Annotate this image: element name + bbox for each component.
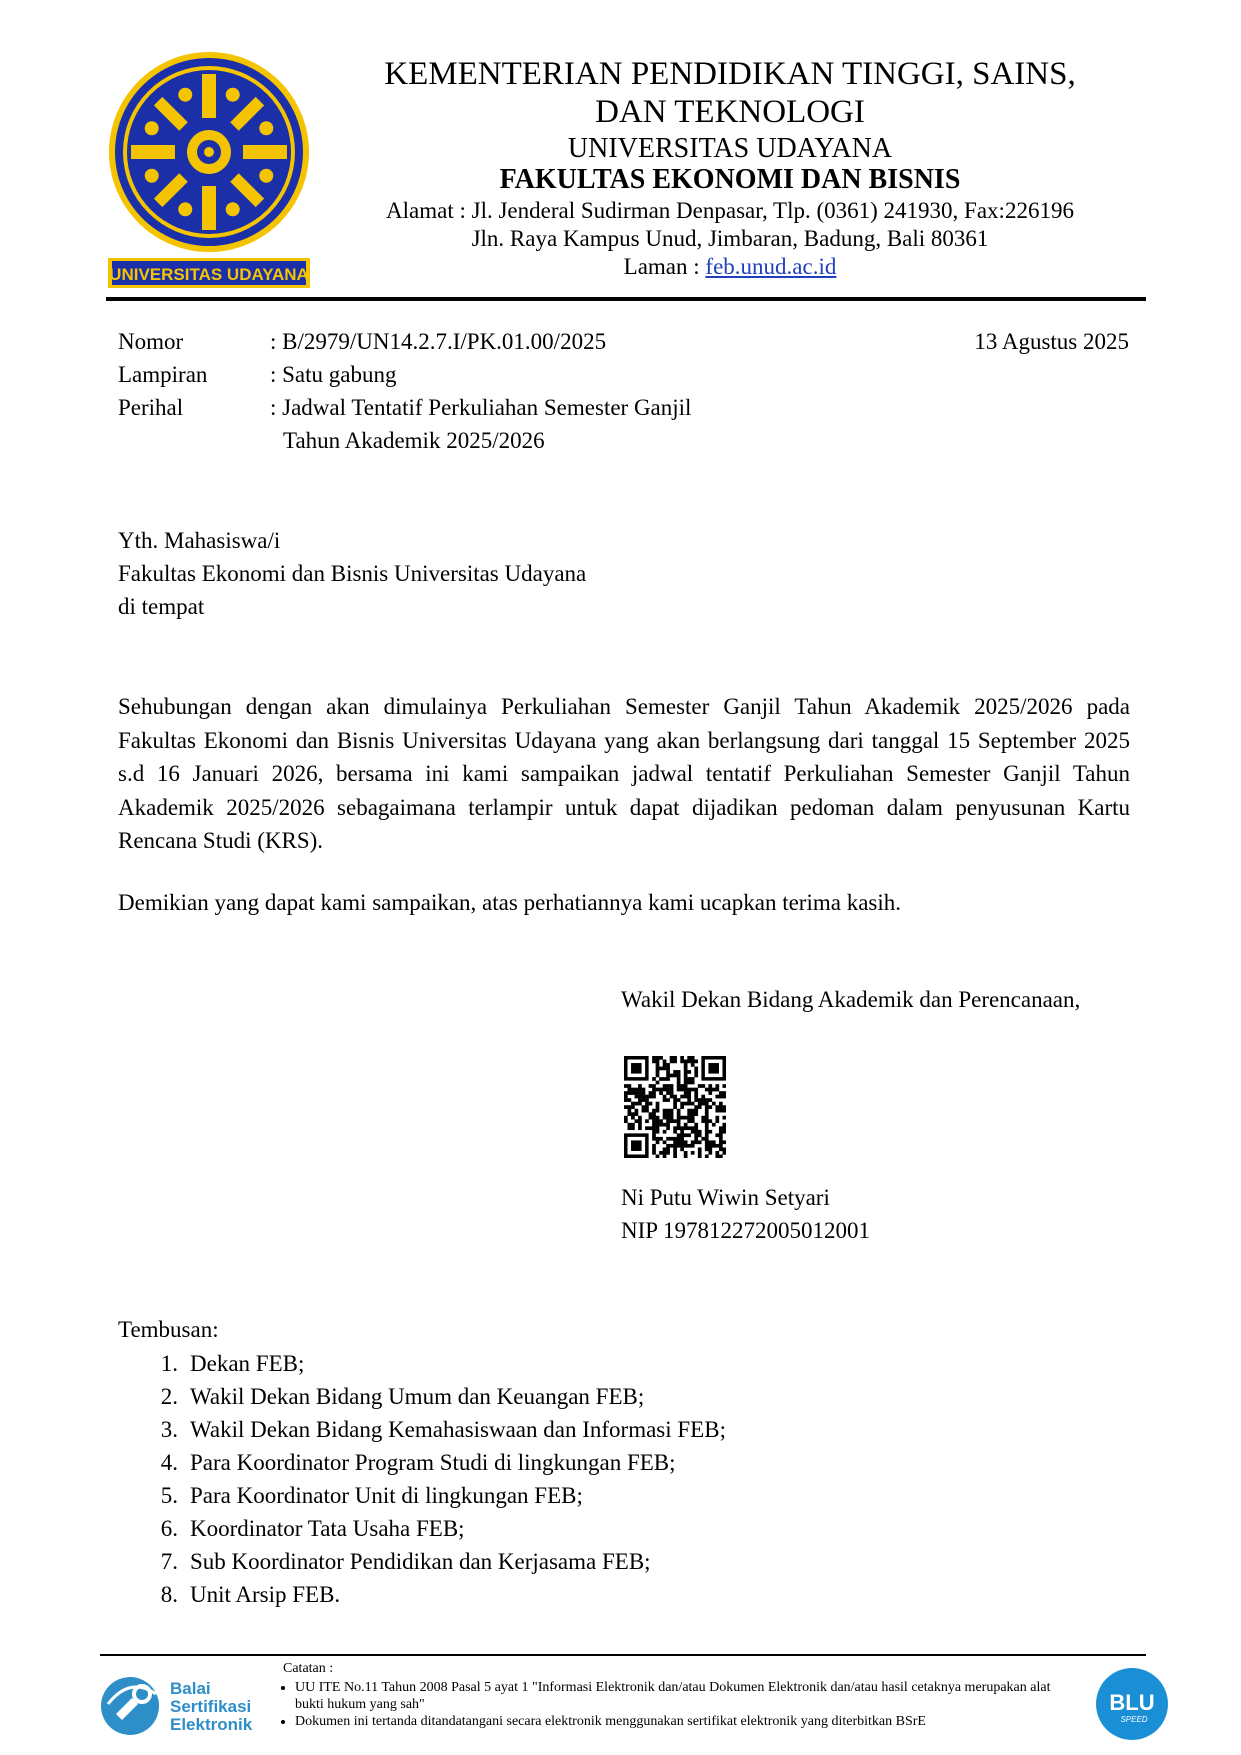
bsre-emblem-icon: [98, 1670, 168, 1740]
tembusan-item-text: Koordinator Tata Usaha FEB;: [190, 1516, 465, 1541]
bsre-text-line3: Elektronik: [170, 1715, 253, 1734]
footer-notes: [283, 1660, 1073, 1730]
signatory-name: Ni Putu Wiwin Setyari: [621, 1185, 830, 1210]
signatory-nip: NIP 197812272005012001: [621, 1218, 870, 1243]
perihal-label: Perihal: [118, 395, 184, 420]
ministry-name-line1: KEMENTERIAN PENDIDIKAN TINGGI, SAINS,: [384, 56, 1076, 92]
website-label: Laman :: [623, 254, 706, 279]
lampiran-label: Lampiran: [118, 362, 208, 387]
tembusan-item: [140, 1446, 726, 1479]
signatory-title: Wakil Dekan Bidang Akademik dan Perencanaan,: [621, 987, 1081, 1012]
catatan-label: Catatan :: [283, 1661, 334, 1676]
tembusan-item: [140, 1347, 726, 1380]
tembusan-item-number: 5.: [160, 1483, 178, 1508]
tembusan-item-number: 3.: [160, 1417, 178, 1442]
address-line2: Jln. Raya Kampus Unud, Jimbaran, Badung, Bali 80361: [471, 226, 989, 251]
tembusan-item-text: Para Koordinator Unit di lingkungan FEB;: [190, 1483, 583, 1508]
blu-logo-subtext: SPEED: [1120, 1715, 1148, 1724]
bsre-text-line1: Balai: [170, 1679, 211, 1698]
nomor-label: Nomor: [118, 329, 184, 354]
header-divider: [106, 297, 1146, 301]
logo-text: UNIVERSITAS UDAYANA: [109, 265, 309, 284]
tembusan-item: [140, 1413, 726, 1446]
tembusan-item-number: 6.: [160, 1516, 178, 1541]
bsre-logo: [98, 1670, 280, 1740]
lampiran-value: : Satu gabung: [270, 362, 397, 387]
perihal-value: : Jadwal Tentatif Perkuliahan Semester Ganjil: [270, 395, 692, 420]
tembusan-label: Tembusan:: [118, 1317, 219, 1342]
tembusan-item-text: Dekan FEB;: [190, 1351, 305, 1376]
tembusan-item-number: 7.: [160, 1549, 178, 1574]
bsre-text-line2: Sertifikasi: [170, 1697, 252, 1716]
tembusan-item-text: Wakil Dekan Bidang Kemahasiswaan dan Informasi FEB;: [190, 1417, 726, 1442]
ministry-name-line2: DAN TEKNOLOGI: [595, 94, 865, 130]
letter-date: 13 Agustus 2025: [974, 329, 1129, 354]
tembusan-item-text: Unit Arsip FEB.: [190, 1582, 341, 1607]
recipient-line1: Yth. Mahasiswa/i: [118, 528, 281, 553]
tembusan-item-number: 1.: [160, 1351, 178, 1376]
footer-note-2: • Dokumen ini tertanda ditandatangani secara elektronik menggunakan sertifikat elektronik yang diterbitkan BSrE: [295, 1713, 1073, 1730]
recipient-line3: di tempat: [118, 594, 205, 619]
tembusan-item: [140, 1578, 726, 1611]
tembusan-item-text: Para Koordinator Program Studi di lingkungan FEB;: [190, 1450, 676, 1475]
nomor-value: : B/2979/UN14.2.7.I/PK.01.00/2025: [270, 329, 607, 354]
tembusan-item: [140, 1512, 726, 1545]
website-line: [300, 254, 1160, 280]
qr-code-signature: [624, 1056, 726, 1158]
recipient-line2: Fakultas Ekonomi dan Bisnis Universitas Udayana: [118, 561, 587, 586]
tembusan-item-text: Sub Koordinator Pendidikan dan Kerjasama FEB;: [190, 1549, 651, 1574]
tembusan-item-number: 8.: [160, 1582, 178, 1607]
tembusan-item-number: 2.: [160, 1384, 178, 1409]
body-paragraph-1: Sehubungan dengan akan dimulainya Perkuliahan Semester Ganjil Tahun Akademik 2025/2026 pada Fakultas Ekonomi dan Bisnis Universitas Udayana yang akan berlangsung dari tanggal 15 September 2025 s.d 16 Januari 2026, bersama ini kami sampaikan jadwal tentatif Perkuliahan Semester Ganjil Tahun Akademik 2025/2026 sebagaimana terlampir untuk dapat dijadikan pedoman dalam penyusunan Kartu Rencana Studi (KRS).: [118, 694, 1130, 853]
tembusan-item: [140, 1479, 726, 1512]
blu-speed-logo: [1094, 1666, 1170, 1742]
tembusan-item: [140, 1545, 726, 1578]
perihal-value-continued: Tahun Akademik 2025/2026: [283, 428, 545, 453]
tembusan-item-text: Wakil Dekan Bidang Umum dan Keuangan FEB;: [190, 1384, 645, 1409]
footer-divider: [100, 1654, 1146, 1656]
address-line1: Alamat : Jl. Jenderal Sudirman Denpasar, Tlp. (0361) 241930, Fax:226196: [386, 198, 1074, 223]
tembusan-item: [140, 1380, 726, 1413]
university-logo: [106, 46, 312, 288]
tembusan-item-number: 4.: [160, 1450, 178, 1475]
tembusan-list: [140, 1347, 726, 1611]
faculty-name: FAKULTAS EKONOMI DAN BISNIS: [499, 164, 961, 195]
body-paragraph-2: Demikian yang dapat kami sampaikan, atas perhatiannya kami ucapkan terima kasih.: [118, 890, 901, 915]
footer-note-1: • UU ITE No.11 Tahun 2008 Pasal 5 ayat 1 "Informasi Elektronik dan/atau Dokumen Elektronik dan/atau hasil cetaknya merupakan alat bukti hukum yang sah": [295, 1679, 1073, 1713]
website-link[interactable]: feb.unud.ac.id: [705, 254, 837, 279]
blu-logo-text: BLU: [1109, 1690, 1155, 1715]
university-name: UNIVERSITAS UDAYANA: [567, 133, 893, 164]
